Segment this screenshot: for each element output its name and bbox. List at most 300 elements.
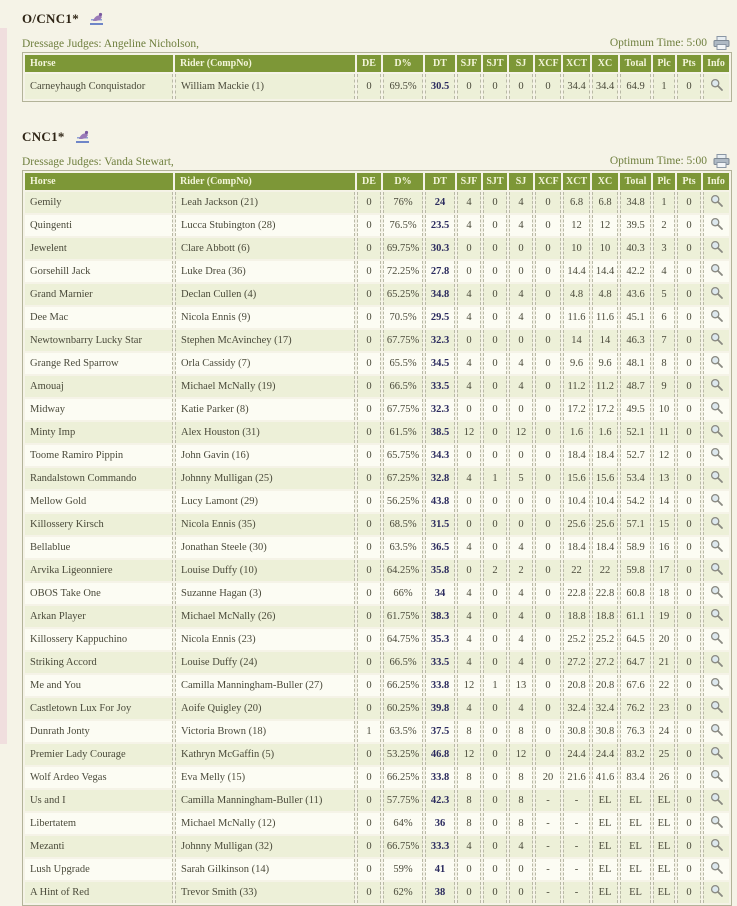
xc-cell: 10.4 [592, 491, 618, 512]
sj-cell: 4 [509, 629, 533, 650]
table-row [25, 606, 729, 627]
dressage-judges-label: Dressage Judges: Angeline Nicholson, [22, 38, 199, 50]
table-row [25, 560, 729, 581]
dt-cell: 35.8 [425, 560, 455, 581]
magnifier-icon[interactable] [710, 585, 723, 598]
plc-cell: 23 [653, 698, 675, 719]
total-cell: 64.9 [620, 74, 651, 99]
horse-cell: Wolf Ardeo Vegas [25, 767, 173, 788]
de-cell: 0 [357, 583, 381, 604]
dpct-cell: 56.25% [383, 491, 423, 512]
sjt-cell: 1 [483, 675, 507, 696]
magnifier-icon[interactable] [710, 884, 723, 897]
sjt-cell: 0 [483, 606, 507, 627]
magnifier-icon[interactable] [710, 608, 723, 621]
column-header-sj: SJ [509, 173, 533, 190]
xcf-cell: 20 [535, 767, 561, 788]
sj-cell: 8 [509, 767, 533, 788]
xct-cell: 14 [563, 330, 590, 351]
sjt-cell: 0 [483, 353, 507, 374]
xct-cell: 20.8 [563, 675, 590, 696]
sjf-cell: 0 [457, 399, 481, 420]
info-cell [703, 560, 729, 581]
rider-cell: John Gavin (16) [175, 445, 355, 466]
plc-cell: EL [653, 813, 675, 834]
table-row [25, 790, 729, 811]
magnifier-icon[interactable] [710, 838, 723, 851]
xc-cell: 14.4 [592, 261, 618, 282]
dt-cell: 36 [425, 813, 455, 834]
table-row [25, 583, 729, 604]
plc-cell: 21 [653, 652, 675, 673]
column-header-plc: Plc [653, 173, 675, 190]
pts-cell: 0 [677, 583, 701, 604]
sjf-cell: 12 [457, 744, 481, 765]
plc-cell: 10 [653, 399, 675, 420]
dt-cell: 27.8 [425, 261, 455, 282]
xc-cell: 34.4 [592, 74, 618, 99]
info-cell [703, 629, 729, 650]
magnifier-icon[interactable] [710, 217, 723, 230]
horse-cell: Killossery Kappuchino [25, 629, 173, 650]
header-row [25, 173, 729, 190]
rider-cell: Katie Parker (8) [175, 399, 355, 420]
info-cell [703, 238, 729, 259]
magnifier-icon[interactable] [710, 332, 723, 345]
sjf-cell: 4 [457, 537, 481, 558]
de-cell: 0 [357, 675, 381, 696]
xcf-cell: 0 [535, 422, 561, 443]
dpct-cell: 62% [383, 882, 423, 903]
info-cell [703, 422, 729, 443]
info-cell [703, 767, 729, 788]
info-cell [703, 537, 729, 558]
sjt-cell: 0 [483, 491, 507, 512]
magnifier-icon[interactable] [710, 286, 723, 299]
info-cell [703, 606, 729, 627]
dt-cell: 32.3 [425, 399, 455, 420]
rider-cell: Clare Abbott (6) [175, 238, 355, 259]
xct-cell: 18.4 [563, 445, 590, 466]
column-header-xcf: XCF [535, 55, 561, 72]
de-cell: 0 [357, 560, 381, 581]
horse-cell: Me and You [25, 675, 173, 696]
dt-cell: 41 [425, 859, 455, 880]
sj-cell: 0 [509, 261, 533, 282]
de-cell: 0 [357, 376, 381, 397]
sj-cell: 0 [509, 859, 533, 880]
pts-cell: 0 [677, 767, 701, 788]
table-row [25, 445, 729, 466]
plc-cell: 2 [653, 215, 675, 236]
de-cell: 0 [357, 399, 381, 420]
de-cell: 0 [357, 859, 381, 880]
magnifier-icon[interactable] [710, 700, 723, 713]
xcf-cell: 0 [535, 399, 561, 420]
dpct-cell: 66.5% [383, 376, 423, 397]
horse-cell: Mellow Gold [25, 491, 173, 512]
info-cell [703, 192, 729, 213]
table-row [25, 652, 729, 673]
de-cell: 0 [357, 307, 381, 328]
sjf-cell: 4 [457, 307, 481, 328]
horse-cell: Quingenti [25, 215, 173, 236]
sj-cell: 0 [509, 514, 533, 535]
pts-cell: 0 [677, 514, 701, 535]
sjt-cell: 0 [483, 74, 507, 99]
column-header-dpct: D% [383, 173, 423, 190]
table-row [25, 744, 729, 765]
dt-cell: 46.8 [425, 744, 455, 765]
xc-cell: 12 [592, 215, 618, 236]
xcf-cell: 0 [535, 307, 561, 328]
sj-cell: 5 [509, 468, 533, 489]
dt-cell: 36.5 [425, 537, 455, 558]
xcf-cell: 0 [535, 74, 561, 99]
rider-cell: Michael McNally (19) [175, 376, 355, 397]
xc-cell: 41.6 [592, 767, 618, 788]
dt-cell: 34.3 [425, 445, 455, 466]
dpct-cell: 69.5% [383, 74, 423, 99]
horse-cell: Carneyhaugh Conquistador [25, 74, 173, 99]
magnifier-icon[interactable] [710, 654, 723, 667]
xcf-cell: - [535, 790, 561, 811]
magnifier-icon[interactable] [710, 424, 723, 437]
pts-cell: 0 [677, 744, 701, 765]
results-page [22, 0, 730, 906]
sjt-cell: 0 [483, 583, 507, 604]
magnifier-icon[interactable] [710, 401, 723, 414]
printer-icon[interactable] [713, 154, 730, 168]
dt-cell: 32.8 [425, 468, 455, 489]
column-header-de: DE [357, 173, 381, 190]
xcf-cell: 0 [535, 698, 561, 719]
sj-cell: 4 [509, 284, 533, 305]
de-cell: 0 [357, 468, 381, 489]
horse-cell: Arkan Player [25, 606, 173, 627]
sj-cell: 4 [509, 376, 533, 397]
magnifier-icon[interactable] [710, 631, 723, 644]
xcf-cell: 0 [535, 606, 561, 627]
magnifier-icon[interactable] [710, 194, 723, 207]
sj-cell: 4 [509, 537, 533, 558]
magnifier-icon[interactable] [710, 309, 723, 322]
plc-cell: 22 [653, 675, 675, 696]
plc-cell: 7 [653, 330, 675, 351]
xc-cell: 18.8 [592, 606, 618, 627]
table-row [25, 192, 729, 213]
xcf-cell: 0 [535, 353, 561, 374]
column-header-horse: Horse [25, 55, 173, 72]
xct-cell: 6.8 [563, 192, 590, 213]
column-header-sjt: SJT [483, 173, 507, 190]
rider-cell: Jonathan Steele (30) [175, 537, 355, 558]
xcf-cell: - [535, 813, 561, 834]
magnifier-icon[interactable] [710, 493, 723, 506]
sjt-cell: 0 [483, 422, 507, 443]
plc-cell: 18 [653, 583, 675, 604]
horse-cell: OBOS Take One [25, 583, 173, 604]
pts-cell: 0 [677, 836, 701, 857]
pts-cell: 0 [677, 238, 701, 259]
magnifier-icon[interactable] [710, 447, 723, 460]
total-cell: 76.2 [620, 698, 651, 719]
info-cell [703, 583, 729, 604]
de-cell: 1 [357, 721, 381, 742]
rider-cell: Victoria Brown (18) [175, 721, 355, 742]
magnifier-icon[interactable] [710, 769, 723, 782]
table-row [25, 422, 729, 443]
dt-cell: 42.3 [425, 790, 455, 811]
total-cell: EL [620, 859, 651, 880]
de-cell: 0 [357, 353, 381, 374]
dt-cell: 34.5 [425, 353, 455, 374]
horse-cell: Mezanti [25, 836, 173, 857]
dt-cell: 32.3 [425, 330, 455, 351]
xcf-cell: 0 [535, 560, 561, 581]
xc-cell: 22.8 [592, 583, 618, 604]
info-cell [703, 468, 729, 489]
total-cell: 61.1 [620, 606, 651, 627]
total-cell: 83.2 [620, 744, 651, 765]
sj-cell: 0 [509, 491, 533, 512]
dpct-cell: 63.5% [383, 721, 423, 742]
sj-cell: 8 [509, 790, 533, 811]
xcf-cell: 0 [535, 330, 561, 351]
xcf-cell: 0 [535, 192, 561, 213]
total-cell: 67.6 [620, 675, 651, 696]
xc-cell: 10 [592, 238, 618, 259]
magnifier-icon[interactable] [710, 562, 723, 575]
sj-cell: 13 [509, 675, 533, 696]
plc-cell: 1 [653, 192, 675, 213]
dpct-cell: 67.75% [383, 330, 423, 351]
info-cell [703, 376, 729, 397]
dpct-cell: 66.25% [383, 675, 423, 696]
sjt-cell: 0 [483, 261, 507, 282]
sj-cell: 0 [509, 330, 533, 351]
plc-cell: 17 [653, 560, 675, 581]
xct-cell: - [563, 859, 590, 880]
info-cell [703, 307, 729, 328]
column-header-dt: DT [425, 173, 455, 190]
magnifier-icon[interactable] [710, 677, 723, 690]
xc-cell: 27.2 [592, 652, 618, 673]
total-cell: 58.9 [620, 537, 651, 558]
total-cell: 52.7 [620, 445, 651, 466]
rider-cell: Michael McNally (26) [175, 606, 355, 627]
magnifier-icon[interactable] [710, 78, 723, 91]
column-header-de: DE [357, 55, 381, 72]
total-cell: EL [620, 836, 651, 857]
plc-cell: 3 [653, 238, 675, 259]
magnifier-icon[interactable] [710, 861, 723, 874]
column-header-sjt: SJT [483, 55, 507, 72]
rider-cell: Louise Duffy (10) [175, 560, 355, 581]
sjf-cell: 4 [457, 629, 481, 650]
dt-cell: 23.5 [425, 215, 455, 236]
pts-cell: 0 [677, 192, 701, 213]
rider-cell: Declan Cullen (4) [175, 284, 355, 305]
rider-cell: Luke Drea (36) [175, 261, 355, 282]
sj-cell: 0 [509, 238, 533, 259]
xct-cell: 27.2 [563, 652, 590, 673]
sjt-cell: 0 [483, 445, 507, 466]
de-cell: 0 [357, 836, 381, 857]
magnifier-icon[interactable] [710, 470, 723, 483]
dt-cell: 24 [425, 192, 455, 213]
table-row [25, 675, 729, 696]
pts-cell: 0 [677, 675, 701, 696]
sjf-cell: 0 [457, 74, 481, 99]
horse-cell: Arvika Ligeonniere [25, 560, 173, 581]
magnifier-icon[interactable] [710, 355, 723, 368]
xct-cell: 11.2 [563, 376, 590, 397]
info-cell [703, 790, 729, 811]
sjf-cell: 8 [457, 813, 481, 834]
optimum-time-label: Optimum Time: 5:00 [609, 155, 707, 167]
dpct-cell: 72.25% [383, 261, 423, 282]
xcf-cell: 0 [535, 261, 561, 282]
dpct-cell: 61.75% [383, 606, 423, 627]
magnifier-icon[interactable] [710, 263, 723, 276]
xc-cell: 18.4 [592, 537, 618, 558]
sj-cell: 4 [509, 353, 533, 374]
table-row [25, 238, 729, 259]
sj-cell: 12 [509, 744, 533, 765]
table-row [25, 537, 729, 558]
dt-cell: 43.8 [425, 491, 455, 512]
dt-cell: 33.5 [425, 376, 455, 397]
xct-cell: 25.6 [563, 514, 590, 535]
sjt-cell: 0 [483, 813, 507, 834]
section-title: CNC1* [22, 129, 65, 144]
xct-cell: 32.4 [563, 698, 590, 719]
de-cell: 0 [357, 698, 381, 719]
sj-cell: 4 [509, 583, 533, 604]
total-cell: 64.5 [620, 629, 651, 650]
sjf-cell: 8 [457, 721, 481, 742]
total-cell: 48.1 [620, 353, 651, 374]
xct-cell: 10.4 [563, 491, 590, 512]
sjf-cell: 4 [457, 376, 481, 397]
xc-cell: 1.6 [592, 422, 618, 443]
column-header-xc: XC [592, 55, 618, 72]
sjf-cell: 4 [457, 606, 481, 627]
xc-cell: EL [592, 859, 618, 880]
rider-cell: Johnny Mulligan (32) [175, 836, 355, 857]
total-cell: 64.7 [620, 652, 651, 673]
rider-cell: Trevor Smith (33) [175, 882, 355, 903]
magnifier-icon[interactable] [710, 792, 723, 805]
magnifier-icon[interactable] [710, 516, 723, 529]
magnifier-icon[interactable] [710, 240, 723, 253]
xcf-cell: 0 [535, 284, 561, 305]
dpct-cell: 60.25% [383, 698, 423, 719]
dpct-cell: 67.75% [383, 399, 423, 420]
pts-cell: 0 [677, 261, 701, 282]
info-cell [703, 445, 729, 466]
info-cell [703, 744, 729, 765]
horse-jump-icon [87, 9, 107, 29]
pts-cell: 0 [677, 215, 701, 236]
table-row [25, 330, 729, 351]
plc-cell: 15 [653, 514, 675, 535]
table-row [25, 307, 729, 328]
rider-cell: Alex Houston (31) [175, 422, 355, 443]
xc-cell: 14 [592, 330, 618, 351]
xcf-cell: 0 [535, 238, 561, 259]
plc-cell: 26 [653, 767, 675, 788]
column-header-pts: Pts [677, 173, 701, 190]
sjt-cell: 0 [483, 284, 507, 305]
rider-cell: Aoife Quigley (20) [175, 698, 355, 719]
magnifier-icon[interactable] [710, 746, 723, 759]
sjt-cell: 0 [483, 698, 507, 719]
dpct-cell: 61.5% [383, 422, 423, 443]
total-cell: 83.4 [620, 767, 651, 788]
sjf-cell: 12 [457, 675, 481, 696]
horse-cell: Toome Ramiro Pippin [25, 445, 173, 466]
total-cell: EL [620, 790, 651, 811]
column-header-rider: Rider (CompNo) [175, 55, 355, 72]
xc-cell: EL [592, 836, 618, 857]
printer-icon[interactable] [713, 36, 730, 50]
pts-cell: 0 [677, 813, 701, 834]
de-cell: 0 [357, 790, 381, 811]
rider-cell: Leah Jackson (21) [175, 192, 355, 213]
rider-cell: William Mackie (1) [175, 74, 355, 99]
column-header-dpct: D% [383, 55, 423, 72]
plc-cell: EL [653, 790, 675, 811]
de-cell: 0 [357, 606, 381, 627]
pts-cell: 0 [677, 422, 701, 443]
xcf-cell: 0 [535, 376, 561, 397]
table-row [25, 721, 729, 742]
total-cell: 53.4 [620, 468, 651, 489]
plc-cell: EL [653, 859, 675, 880]
sjf-cell: 0 [457, 859, 481, 880]
rider-cell: Nicola Ennis (23) [175, 629, 355, 650]
dpct-cell: 63.5% [383, 537, 423, 558]
column-header-xct: XCT [563, 173, 590, 190]
magnifier-icon[interactable] [710, 815, 723, 828]
sjf-cell: 0 [457, 238, 481, 259]
total-cell: 45.1 [620, 307, 651, 328]
sj-cell: 4 [509, 698, 533, 719]
horse-cell: Castletown Lux For Joy [25, 698, 173, 719]
dpct-cell: 59% [383, 859, 423, 880]
xct-cell: - [563, 882, 590, 903]
sjt-cell: 0 [483, 376, 507, 397]
magnifier-icon[interactable] [710, 378, 723, 391]
dpct-cell: 69.75% [383, 238, 423, 259]
sjt-cell: 0 [483, 537, 507, 558]
total-cell: 60.8 [620, 583, 651, 604]
table-row [25, 399, 729, 420]
sj-cell: 8 [509, 813, 533, 834]
magnifier-icon[interactable] [710, 723, 723, 736]
de-cell: 0 [357, 445, 381, 466]
horse-cell: Killossery Kirsch [25, 514, 173, 535]
pts-cell: 0 [677, 721, 701, 742]
xct-cell: 17.2 [563, 399, 590, 420]
event-section-cnc1 [22, 118, 730, 906]
xct-cell: 1.6 [563, 422, 590, 443]
xct-cell: - [563, 813, 590, 834]
magnifier-icon[interactable] [710, 539, 723, 552]
page-edge-strip [0, 28, 7, 744]
